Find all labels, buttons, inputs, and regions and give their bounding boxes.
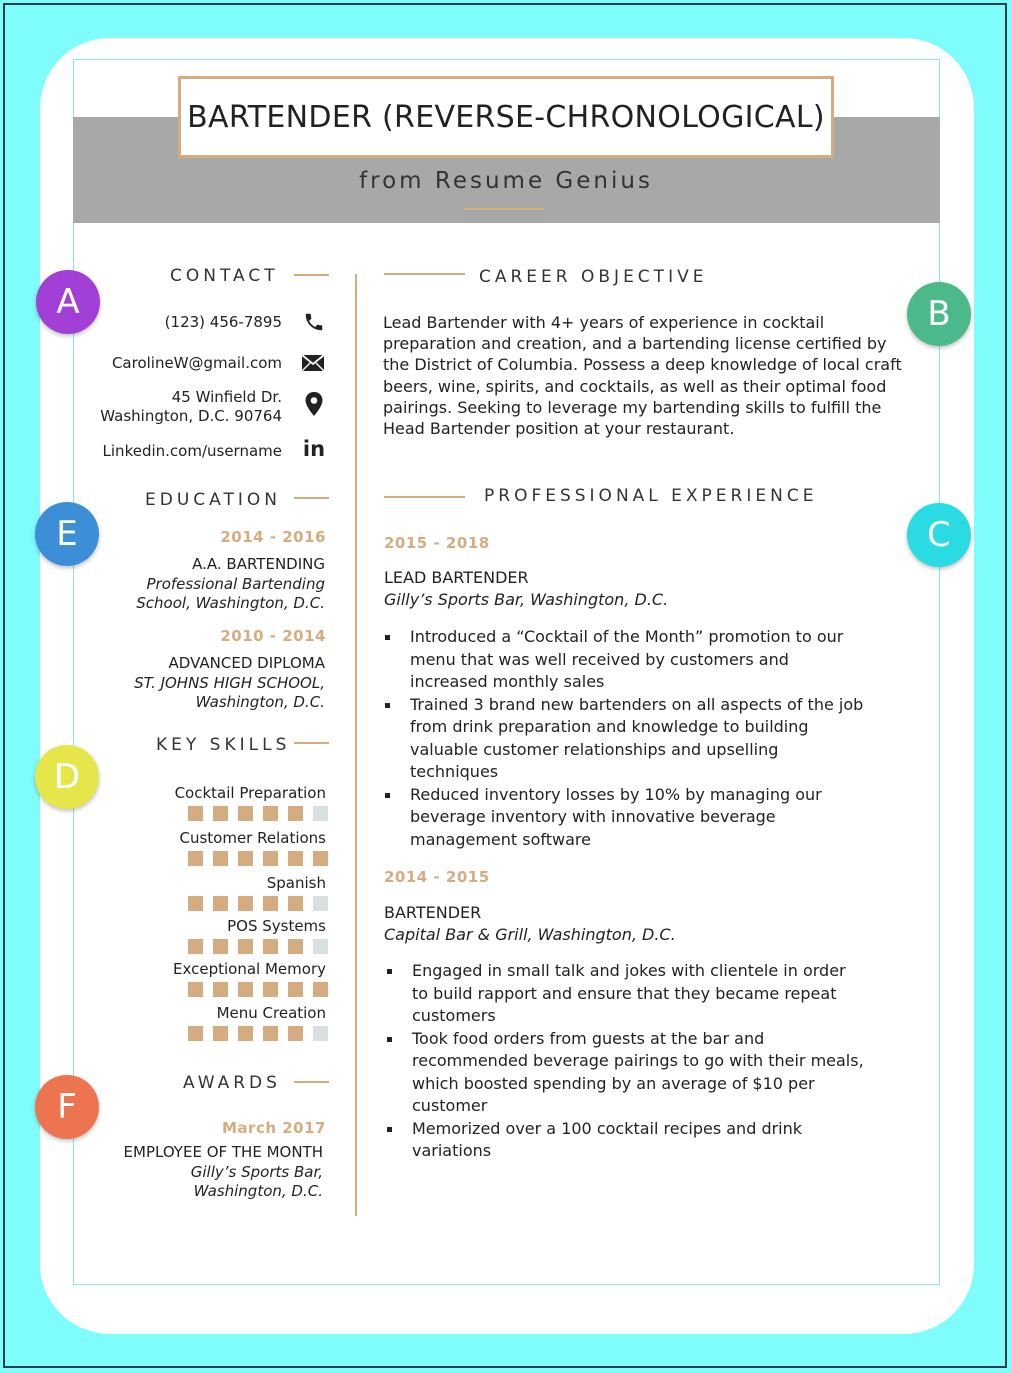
column-divider xyxy=(355,274,357,1216)
skills-heading-rule xyxy=(294,742,329,744)
skill-rating xyxy=(188,939,328,954)
education-school-line2: School, Washington, D.C. xyxy=(136,594,325,612)
objective-heading-rule xyxy=(384,273,465,275)
skill-rating-filled xyxy=(213,896,228,911)
skill-rating-filled xyxy=(263,806,278,821)
marker-f: F xyxy=(35,1075,99,1139)
education-dates: 2014 - 2016 xyxy=(220,528,326,546)
skill-rating-filled xyxy=(263,939,278,954)
award-title: EMPLOYEE OF THE MONTH xyxy=(123,1143,323,1161)
experience-heading: PROFESSIONAL EXPERIENCE xyxy=(484,486,818,506)
skill-rating-filled xyxy=(213,1026,228,1041)
contact-address-line2: Washington, D.C. 90764 xyxy=(100,407,282,425)
contact-email: CarolineW@gmail.com xyxy=(111,354,282,372)
skill-name: Menu Creation xyxy=(216,1004,326,1022)
marker-b: B xyxy=(907,282,971,346)
skill-rating-filled xyxy=(238,806,253,821)
skill-rating-filled xyxy=(313,851,328,866)
subtitle-divider xyxy=(464,208,544,210)
skill-rating-filled xyxy=(288,896,303,911)
education-item xyxy=(136,555,325,614)
job-bullet: Trained 3 brand new bartenders on all aspects of the job from drink preparation and knowledge to building valuable customer relationships and upselling techniques xyxy=(384,694,864,784)
skill-rating xyxy=(188,851,328,866)
contact-linkedin[interactable]: Linkedin.com/username xyxy=(102,442,282,460)
skill-rating-filled xyxy=(188,982,203,997)
job-dates: 2014 - 2015 xyxy=(384,868,490,886)
skill-rating-empty xyxy=(313,1026,328,1041)
job-bullet: Memorized over a 100 cocktail recipes and drink variations xyxy=(386,1118,866,1163)
skill-rating xyxy=(188,806,328,821)
job-bullets xyxy=(386,960,866,1163)
skill-name: Spanish xyxy=(266,874,326,892)
contact-phone: (123) 456-7895 xyxy=(164,313,282,331)
map-pin-icon xyxy=(302,392,326,416)
skill-rating-filled xyxy=(213,851,228,866)
marker-e: E xyxy=(35,502,99,566)
job-dates: 2015 - 2018 xyxy=(384,534,490,552)
objective-heading: CAREER OBJECTIVE xyxy=(479,267,708,287)
objective-text: Lead Bartender with 4+ years of experience in cocktail preparation and creation, and a bartending license certified by the District of Columbia. Possess a deep knowledge of local craft beers, wine, spirits, and cocktails, as well as their optimal food pairings. Seeking to leverage my bartending skills to fulfill the Head Bartender position at your restaurant. xyxy=(383,313,902,439)
skill-rating xyxy=(188,896,328,911)
skill-rating-filled xyxy=(238,896,253,911)
skill-rating-filled xyxy=(288,982,303,997)
skill-rating-filled xyxy=(288,806,303,821)
skill-rating-filled xyxy=(263,982,278,997)
skill-rating-filled xyxy=(263,896,278,911)
job-place: Capital Bar & Grill, Washington, D.C. xyxy=(384,925,676,944)
job-title: BARTENDER xyxy=(384,903,482,922)
skill-rating-filled xyxy=(188,939,203,954)
experience-heading-rule xyxy=(384,496,465,498)
job-bullet: Reduced inventory losses by 10% by managing our beverage inventory with innovative beverage management software xyxy=(384,784,864,852)
skill-rating-filled xyxy=(238,939,253,954)
job-place: Gilly’s Sports Bar, Washington, D.C. xyxy=(384,590,669,609)
skill-rating xyxy=(188,1026,328,1041)
skill-rating-empty xyxy=(313,939,328,954)
skill-rating-filled xyxy=(213,982,228,997)
skill-name: Customer Relations xyxy=(179,829,326,847)
contact-heading: CONTACT xyxy=(170,266,279,286)
skill-rating-filled xyxy=(188,806,203,821)
skill-rating-filled xyxy=(288,1026,303,1041)
skill-rating-filled xyxy=(288,939,303,954)
skill-rating-filled xyxy=(188,896,203,911)
skill-rating xyxy=(188,982,328,997)
award-date: March 2017 xyxy=(222,1119,326,1137)
education-dates: 2010 - 2014 xyxy=(220,627,326,645)
award-org-line1: Gilly’s Sports Bar, xyxy=(190,1162,323,1181)
skill-rating-filled xyxy=(188,1026,203,1041)
awards-heading-rule xyxy=(294,1081,329,1083)
skill-name: Exceptional Memory xyxy=(173,960,326,978)
marker-a: A xyxy=(36,270,100,334)
job-bullet: Engaged in small talk and jokes with clientele in order to build rapport and ensure that they became repeat customers xyxy=(386,960,866,1028)
education-heading: EDUCATION xyxy=(145,490,281,510)
marker-c: C xyxy=(907,503,971,567)
skill-rating-filled xyxy=(313,982,328,997)
education-school-line1: Professional Bartending xyxy=(146,574,325,593)
skill-rating-filled xyxy=(213,939,228,954)
education-school-line1: ST. JOHNS HIGH SCHOOL, xyxy=(134,673,325,692)
education-item xyxy=(134,654,325,713)
skill-rating-empty xyxy=(313,896,328,911)
education-degree: ADVANCED DIPLOMA xyxy=(168,654,325,672)
skill-rating-filled xyxy=(238,982,253,997)
skill-rating-filled xyxy=(238,1026,253,1041)
resume-subtitle: from Resume Genius xyxy=(359,168,653,194)
education-school-line2: Washington, D.C. xyxy=(195,693,325,711)
envelope-icon xyxy=(301,351,325,375)
resume-title: BARTENDER (REVERSE-CHRONOLOGICAL) xyxy=(187,99,825,135)
skill-rating-filled xyxy=(238,851,253,866)
skill-name: Cocktail Preparation xyxy=(174,784,326,802)
marker-d: D xyxy=(35,745,99,809)
linkedin-icon: in xyxy=(302,437,326,461)
education-degree: A.A. BARTENDING xyxy=(192,555,325,573)
skill-name: POS Systems xyxy=(227,917,326,935)
job-bullets xyxy=(384,626,864,851)
job-bullet: Took food orders from guests at the bar and recommended beverage pairings to go with their meals, which boosted spending by an average of $10 per customer xyxy=(386,1028,866,1118)
education-heading-rule xyxy=(294,497,329,499)
phone-icon xyxy=(302,310,326,334)
contact-heading-rule xyxy=(294,274,329,276)
skill-rating-filled xyxy=(188,851,203,866)
job-bullet: Introduced a “Cocktail of the Month” promotion to our menu that was well received by customers and increased monthly sales xyxy=(384,626,864,694)
skill-rating-filled xyxy=(288,851,303,866)
skill-rating-filled xyxy=(213,806,228,821)
job-title: LEAD BARTENDER xyxy=(384,568,529,587)
skill-rating-filled xyxy=(263,851,278,866)
award-org-line2: Washington, D.C. xyxy=(193,1182,323,1200)
title-box xyxy=(178,76,834,158)
awards-heading: AWARDS xyxy=(183,1073,281,1093)
skills-heading: KEY SKILLS xyxy=(156,735,291,755)
skill-rating-empty xyxy=(313,806,328,821)
award-item xyxy=(124,1143,323,1202)
skill-rating-filled xyxy=(263,1026,278,1041)
contact-address-line1: 45 Winfield Dr. xyxy=(171,388,282,406)
